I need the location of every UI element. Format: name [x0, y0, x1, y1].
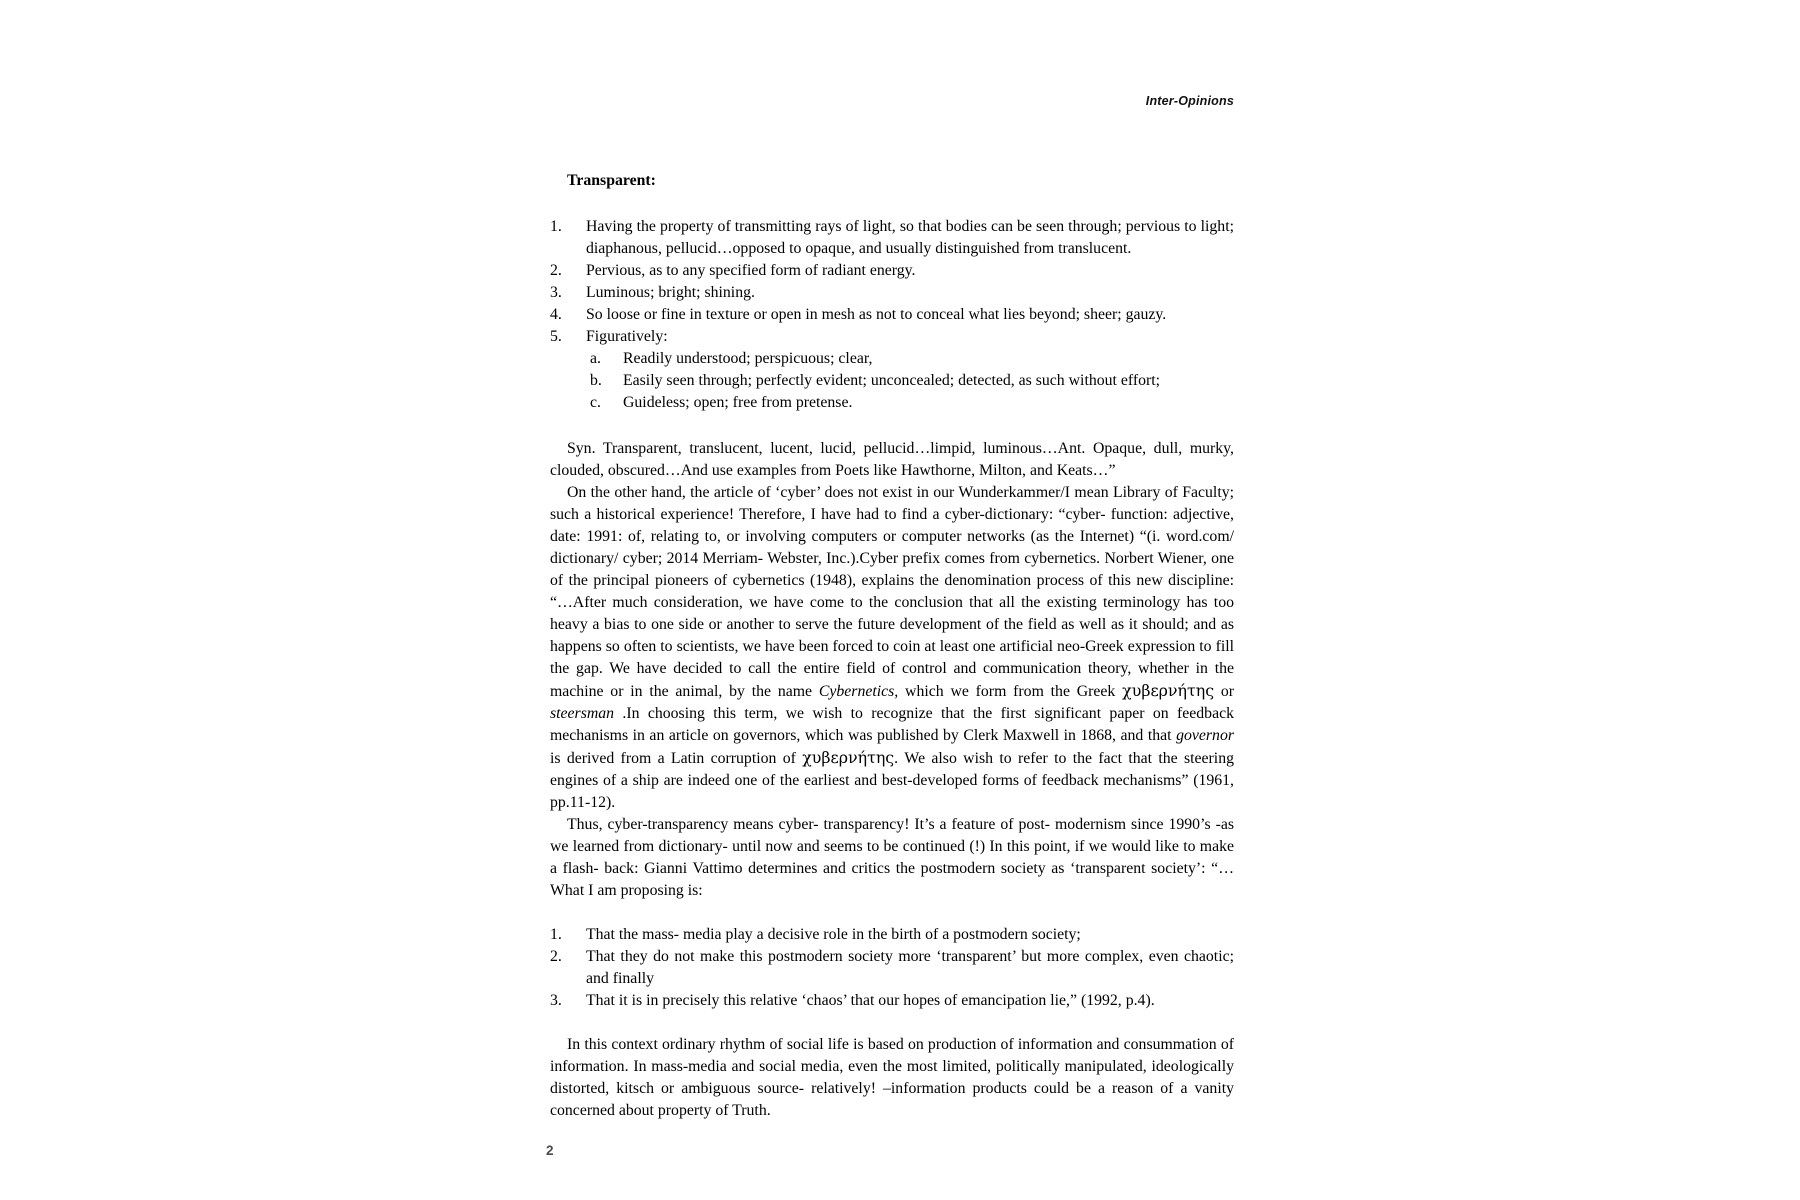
proposal-text: That they do not make this postmodern society more ‘transparent’ but more complex, even chaotic; and finally: [586, 948, 1234, 987]
section-title: Transparent:: [567, 172, 656, 189]
list-marker: 1.: [550, 926, 562, 943]
list-marker: 3.: [550, 992, 562, 1009]
definition-text: Having the property of transmitting rays of light, so that bodies can be seen through; pervious to light; diaphanous, pellucid…opposed to opaque, and usually distinguished from translucent.: [586, 218, 1234, 257]
sub-definition-item: [590, 392, 1234, 414]
list-marker: 3.: [550, 284, 562, 301]
paragraph-cyber-segment: which we form from the Greek: [898, 683, 1123, 700]
paragraph-cyber-segment: or: [1214, 683, 1234, 700]
definition-text: Luminous; bright; shining.: [586, 284, 755, 301]
paragraph-cyber-segment: .In choosing this term, we wish to recognize that the first significant paper on feedback mechanisms in an article on governors, which was published by Clerk Maxwell in 1868, and that: [550, 705, 1234, 744]
list-marker: 1.: [550, 218, 562, 235]
paragraph-cyber: [550, 482, 1234, 814]
sub-definition-text: Easily seen through; perfectly evident; unconcealed; detected, as such without effort;: [623, 372, 1161, 389]
list-marker: 4.: [550, 306, 562, 323]
definition-item: [550, 216, 1234, 260]
definition-item: [550, 326, 1234, 348]
sub-definition-item: [590, 370, 1234, 392]
paragraph-cyber-segment: . We also wish to refer to the fact that the steering engines of a ship are indeed one of the earliest and best-developed forms of feedback mechanisms” (1961, pp.11-12).: [550, 750, 1234, 811]
definition-item: [550, 282, 1234, 304]
list-marker: b.: [590, 372, 602, 389]
sub-definition-text: Readily understood; perspicuous; clear,: [623, 350, 873, 367]
paragraph-thus: Thus, cyber-transparency means cyber- transparency! It’s a feature of post- modernism since 1990’s -as we learned from dictionary- until now and seems to be continued (!) In this point, if we would like to make a flash- back: Gianni Vattimo determines and critics the postmodern society as ‘transparent society’: “…What I am proposing is:: [550, 816, 1234, 899]
proposal-item: [550, 990, 1234, 1012]
steersman-italic-term: steersman: [550, 705, 615, 722]
definition-text: Figuratively:: [586, 328, 668, 345]
proposal-item: [550, 924, 1234, 946]
list-marker: 2.: [550, 948, 562, 965]
cybernetics-italic-term: Cybernetics,: [818, 683, 899, 700]
definition-text: Pervious, as to any specified form of radiant energy.: [586, 262, 916, 279]
definition-item: [550, 304, 1234, 326]
definition-item: [550, 260, 1234, 282]
running-header: Inter-Opinions: [1145, 94, 1234, 108]
list-marker: c.: [590, 394, 601, 411]
paragraph-closing: In this context ordinary rhythm of social life is based on production of information and consummation of information. In mass-media and social media, even the most limited, politically manipulated, ideologically distorted, kitsch or ambiguous source- relatively! –information products could be a reason of a vanity concerned about property of Truth.: [550, 1036, 1234, 1119]
governor-italic-term: governor: [1176, 727, 1234, 744]
paragraph-synonyms: Syn. Transparent, translucent, lucent, lucid, pellucid…limpid, luminous…Ant. Opaque, dull, murky, clouded, obscured…And use examples from Poets like Hawthorne, Milton, and Keats…”: [550, 440, 1234, 479]
paragraph-cyber-segment: is derived from a Latin corruption of: [550, 750, 803, 767]
figurative-sublist: [590, 348, 1234, 414]
sub-definition-text: Guideless; open; free from pretense.: [623, 394, 853, 411]
list-marker: 5.: [550, 328, 562, 345]
page-number: 2: [546, 1143, 554, 1158]
paragraph-cyber-segment: On the other hand, the article of ‘cyber’ does not exist in our Wunderkammer/I mean Library of Faculty; such a historical experience! Therefore, I have had to find a cyber-dictionary: “cyber- function: adjective, date: 1991: of, relating to, or involving computers or computer networks (as the Internet) “(i. word.com/ dictionary/ cyber; 2014 Merriam- Webster, Inc.).Cyber prefix comes from cybernetics. Norbert Wiener, one of the principal pioneers of cybernetics (1948), explains the denomination process of this new discipline: “…After much consideration, we have come to the conclusion that all the existing terminology has too heavy a bias to one side or another to serve the future development of the field as well as it should; and as happens so often to scientists, we have been forced to coin at least one artificial neo-Greek expression to fill the gap. We have decided to call the entire field of control and communication theory, whether in the machine or in the animal, by the name: [550, 484, 1234, 700]
list-marker: a.: [590, 350, 601, 367]
proposal-text: That it is in precisely this relative ‘chaos’ that our hopes of emancipation lie,” (1992, p.4).: [586, 992, 1155, 1009]
greek-term: χυβερνήτης: [1122, 681, 1215, 700]
greek-term: χυβερνήτης: [802, 748, 895, 767]
proposal-text: That the mass- media play a decisive role in the birth of a postmodern society;: [586, 926, 1081, 943]
proposal-item: [550, 946, 1234, 990]
page-content: [550, 170, 1234, 1122]
proposal-list: [550, 924, 1234, 1012]
sub-definition-item: [590, 348, 1234, 370]
definition-text: So loose or fine in texture or open in mesh as not to conceal what lies beyond; sheer; gauzy.: [586, 306, 1167, 323]
list-marker: 2.: [550, 262, 562, 279]
definition-list: [550, 216, 1234, 414]
